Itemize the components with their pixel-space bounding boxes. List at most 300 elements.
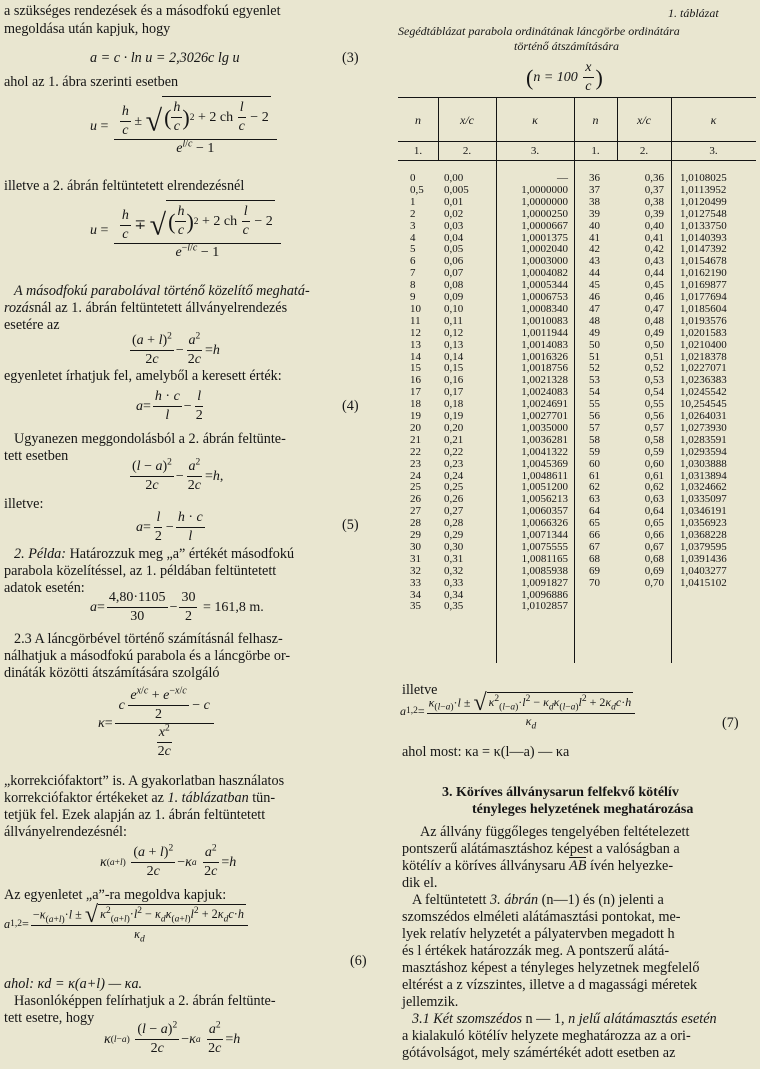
table-cell-kappa: 1,0008340 — [521, 302, 568, 315]
paragraph-line — [402, 859, 673, 873]
table-cell-kappa: 1,0193576 — [680, 314, 727, 327]
table-cell-n: 2 — [410, 207, 416, 220]
equation-7: a 1,2 = $\frac{\kappa_{(l-a)}\cdot l \pm √ \kappa^2_{(l-a)}\cdot l^2 - \kappa_d\kappa_{(l-a)}l^2 + 2\kappa_dc\cdot h}{\kappa_d}$ — [400, 694, 637, 729]
condition-text: n = 100 — [533, 69, 578, 85]
table-cell-kappa: 1,0085938 — [521, 564, 568, 577]
table-cell-xc: 0,00 — [444, 172, 464, 184]
table-cell-kappa: 1,0324662 — [680, 481, 727, 494]
table-cell-kappa: 1,0415102 — [680, 576, 727, 589]
table-cell-n: 62 — [589, 481, 600, 494]
table-cell-n: 24 — [410, 469, 421, 482]
table-cell-n: 43 — [589, 255, 600, 268]
table-cell-xc: 0,30 — [444, 540, 464, 553]
table-cell-xc: 0,45 — [644, 279, 664, 292]
table-cell-xc: 0,09 — [444, 291, 464, 303]
table-cell-kappa: 1,0024691 — [521, 398, 568, 411]
table-cell-kappa: 1,0006753 — [521, 291, 568, 303]
table-cell-kappa: 1,0356923 — [680, 517, 727, 530]
table-cell-n: 39 — [589, 207, 600, 220]
table-cell-n: 29 — [410, 529, 421, 541]
table-cell-n: 64 — [589, 505, 600, 518]
paragraph-line — [412, 1012, 717, 1026]
table-cell-xc: 0,04 — [444, 231, 464, 244]
paragraph-line — [14, 547, 294, 561]
table-cell-kappa: 1,0154678 — [680, 255, 727, 268]
paragraph-line: pontszerű alátámasztáshoz képest a valóságban a — [402, 841, 680, 857]
table-cell-n: 40 — [589, 219, 600, 232]
table-cell-kappa: 1,0127548 — [680, 207, 727, 220]
table-cell-xc: 0,26 — [444, 493, 464, 506]
table-cell-kappa: 1,0335097 — [680, 493, 727, 506]
table-cell-xc: 0,48 — [644, 314, 664, 327]
column-number: 2. — [462, 145, 472, 157]
table-cell-xc: 0,29 — [444, 529, 464, 541]
equation-number: (4) — [342, 398, 359, 414]
table-cell-kappa: 1,0108025 — [680, 172, 727, 184]
table-cell-n: 10 — [410, 302, 421, 315]
table-cell-kappa: 1,0035000 — [521, 421, 568, 434]
table-cell-xc: 0,58 — [644, 433, 664, 446]
paragraph-line: ahol most: κa = κ(l—a) — κa — [402, 744, 570, 760]
table-cell-kappa: 1,0147392 — [680, 243, 727, 256]
example-result: = 161,8 m. — [202, 599, 264, 615]
table-cell-xc: 0,10 — [444, 302, 464, 315]
table-cell-xc: 0,22 — [444, 445, 464, 458]
table-cell-kappa: 1,0081165 — [521, 552, 568, 565]
table-cell-xc: 0,43 — [644, 255, 664, 268]
table-cell-kappa: 1,0210400 — [680, 338, 727, 351]
table-cell-kappa: 1,0000000 — [521, 183, 568, 196]
table-cell-kappa: 1,0051200 — [521, 481, 568, 494]
table-cell-xc: 0,12 — [444, 326, 464, 339]
paragraph-line: tett esetre, hogy — [4, 1010, 95, 1026]
table-cell-xc: 0,69 — [644, 564, 664, 577]
example-numerator: 4,80·1105 — [107, 590, 168, 608]
table-rule — [398, 97, 756, 98]
table-cell-xc: 0,01 — [444, 195, 464, 208]
table-cell-xc: 0,50 — [644, 338, 664, 351]
table-cell-n: 27 — [410, 505, 421, 518]
table-rule — [496, 97, 497, 663]
table-title: történő átszámítására — [514, 39, 620, 53]
column-header: n — [415, 113, 421, 127]
table-cell-n: 19 — [410, 410, 421, 422]
table-cell-kappa: 1,0048611 — [521, 469, 568, 482]
table-cell-xc: 0,13 — [444, 338, 464, 351]
table-cell-n: 11 — [410, 314, 421, 327]
paragraph-line: szomszédos elméleti alátámasztási pontokat, me- — [402, 909, 681, 925]
table-cell-xc: 0,005 — [444, 183, 469, 196]
table-cell-kappa: 1,0002040 — [521, 243, 568, 256]
paragraph-line: Az egyenletet „a”-ra megoldva kapjuk: — [4, 887, 227, 903]
table-cell-n: 54 — [589, 386, 600, 399]
table-cell-xc: 0,35 — [444, 600, 464, 613]
table-cell-xc: 0,19 — [444, 410, 464, 422]
table-cell-n: 12 — [410, 326, 421, 339]
table-cell-xc: 0,47 — [644, 302, 664, 315]
paragraph-line: illetve: — [4, 496, 44, 512]
table-cell-kappa: 1,0313894 — [680, 469, 727, 482]
table-cell-n: 23 — [410, 457, 421, 470]
paragraph-line: Az állvány függőleges tengelyében feltételezett — [420, 824, 690, 840]
table-cell-kappa: 1,0293594 — [680, 445, 727, 458]
table-cell-kappa: 1,0283591 — [680, 433, 727, 446]
paragraph-line: tett esetben — [4, 448, 69, 464]
paragraph-line — [4, 791, 275, 805]
table-cell-xc: 0,25 — [444, 481, 464, 494]
equation-u-1: u = $\frac{h}{c}$ ± √ ( $\frac{h}{c}$ ) 2 + 2 ch $\frac{l}{c}$ − 2 $e^{l/c} - 1$ — [90, 96, 279, 157]
table-cell-kappa: 1,0056213 — [521, 493, 568, 506]
table-cell-xc: 0,68 — [644, 552, 664, 565]
table-cell-n: 0 — [410, 172, 416, 184]
paragraph-line: esetére az — [4, 317, 60, 333]
table-cell-xc: 0,53 — [644, 374, 664, 387]
paragraph-line: Hasonlóképpen felírhatjuk a 2. ábrán feltünte- — [14, 993, 276, 1009]
table-cell-xc: 0,14 — [444, 350, 464, 363]
table-cell-xc: 0,32 — [444, 564, 464, 577]
table-cell-n: 28 — [410, 517, 421, 530]
paragraph-line: jellemzik. — [402, 994, 459, 1010]
table-cell-n: 32 — [410, 564, 421, 577]
equation-number: (5) — [342, 517, 359, 533]
table-cell-n: 13 — [410, 338, 421, 351]
table-cell-kappa: 1,0120499 — [680, 195, 727, 208]
table-cell-n: 30 — [410, 540, 421, 553]
column-number: 3. — [530, 145, 540, 157]
table-cell-xc: 0,07 — [444, 267, 464, 280]
table-number: 1. táblázat — [668, 6, 719, 20]
paragraph-line — [412, 893, 664, 907]
table-cell-n: 15 — [410, 362, 421, 375]
table-cell-kappa: 1,0060357 — [521, 505, 568, 518]
table-cell-xc: 0,11 — [444, 314, 463, 327]
table-title: Segédtáblázat parabola ordinátának láncgörbe ordinátára — [398, 24, 680, 38]
column-header: x/c — [460, 113, 474, 127]
table-cell-xc: 0,15 — [444, 362, 464, 375]
table-cell-n: 34 — [410, 588, 421, 601]
paragraph-text: tün- — [248, 790, 276, 806]
table-cell-xc: 0,54 — [644, 386, 664, 399]
table-cell-kappa: 1,0010083 — [521, 314, 568, 327]
paragraph-line: illetve a 2. ábrán feltüntetett elrendezésnél — [4, 178, 245, 194]
table-cell-kappa: 1,0346191 — [680, 505, 727, 518]
table-cell-xc: 0,56 — [644, 410, 664, 422]
table-cell-kappa: 1,0045369 — [521, 457, 568, 470]
table-rule — [574, 97, 575, 663]
table-cell-xc: 0,57 — [644, 421, 664, 434]
table-cell-xc: 0,08 — [444, 279, 464, 292]
table-condition: ( n = 100 $\frac{x}{c}$ ) — [526, 60, 603, 95]
table-cell-n: 22 — [410, 445, 421, 458]
table-cell-n: 56 — [589, 410, 600, 422]
paragraph-line: ahol: κd = κ(a+l) — κa. — [4, 976, 143, 992]
table-cell-n: 25 — [410, 481, 421, 494]
table-cell-n: 52 — [589, 362, 600, 375]
table-cell-n: 26 — [410, 493, 421, 506]
paragraph-line: ahol az 1. ábra szerinti esetben — [4, 74, 179, 90]
paragraph-text: 3.1 Két szomszédos — [412, 1011, 522, 1027]
table-cell-kappa: 1,0011944 — [521, 326, 568, 339]
table-cell-kappa: 1,0014083 — [521, 338, 568, 351]
equation-parabola-2: $\frac{(l - a)^2}{2c}$ − $\frac{a^2}{2c}$ = h , — [132, 457, 224, 494]
column-number: 1. — [591, 145, 600, 157]
table-cell-xc: 0,60 — [644, 457, 664, 470]
paragraph-text: ívén helyezke- — [586, 858, 674, 874]
table-cell-kappa: 1,0140393 — [680, 231, 727, 244]
table-cell-n: 17 — [410, 386, 421, 399]
arc-label: AB — [569, 858, 587, 874]
table-cell-xc: 0,62 — [644, 481, 664, 494]
table-cell-kappa: 1,0403277 — [680, 564, 727, 577]
table-cell-n: 53 — [589, 374, 600, 387]
table-cell-n: 67 — [589, 540, 600, 553]
equation-number: (6) — [350, 953, 367, 969]
table-cell-n: 61 — [589, 469, 600, 482]
table-cell-n: 4 — [410, 231, 416, 244]
equation-number: (7) — [722, 715, 739, 731]
table-cell-kappa: 1,0096886 — [521, 588, 568, 601]
paragraph-text: Határozzuk meg „a” értékét másodfokú — [66, 546, 295, 562]
column-number: 1. — [413, 145, 423, 157]
table-cell-kappa: 1,0236383 — [680, 374, 727, 387]
table-cell-kappa: 1,0303888 — [680, 457, 727, 470]
table-cell-kappa: 1,0379595 — [680, 540, 727, 553]
table-rule — [398, 141, 756, 142]
table-cell-n: 36 — [589, 172, 600, 184]
paragraph-text: kötélív a köríves állványsaru — [402, 858, 570, 874]
section-heading: 3. Köríves állványsarun felfekvő kötélív — [442, 785, 679, 800]
table-cell-n: 33 — [410, 576, 421, 589]
table-cell-xc: 0,31 — [444, 552, 464, 565]
paragraph-line: Ugyanezen meggondolásból a 2. ábrán feltünte- — [14, 431, 286, 447]
paragraph-line: lyek relatív helyzetét a pályatervben megadott h — [402, 926, 675, 942]
table-cell-kappa: 1,0162190 — [680, 267, 727, 280]
table-cell-n: 41 — [589, 231, 600, 244]
table-cell-xc: 0,70 — [644, 576, 664, 589]
paragraph-line: tetjük fel. Ezek alapján az 1. ábrán feltüntetett — [4, 807, 266, 823]
table-cell-kappa: 1,0185604 — [680, 302, 727, 315]
table-cell-n: 65 — [589, 517, 600, 530]
table-cell-n: 37 — [589, 183, 600, 196]
equation-6: a 1,2 = $\frac{-\kappa_{(a+l)}\cdot l \pm √ \kappa^2_{(a+l)}\cdot l^2 - \kappa_d\kappa_{(a+l)}l^2 + 2\kappa_dc\cdot h}{\kappa_d}$ — [4, 906, 250, 941]
table-cell-xc: 0,36 — [644, 172, 664, 184]
table-cell-xc: 0,67 — [644, 540, 664, 553]
table-cell-xc: 0,33 — [444, 576, 464, 589]
table-cell-xc: 0,16 — [444, 374, 464, 387]
table-cell-xc: 0,40 — [644, 219, 664, 232]
paragraph-line: parabola közelítéssel, az 1. példában feltüntetett — [4, 563, 277, 579]
table-cell-xc: 0,63 — [644, 493, 664, 506]
table-cell-kappa: 1,0391436 — [680, 552, 727, 565]
table-cell-kappa: 10,254545 — [680, 398, 727, 411]
table-cell-kappa: 1,0177694 — [680, 291, 727, 303]
table-cell-kappa: 1,0368228 — [680, 529, 727, 541]
table-cell-xc: 0,23 — [444, 457, 464, 470]
table-cell-n: 18 — [410, 398, 421, 411]
table-cell-kappa: 1,0264031 — [680, 410, 727, 422]
table-cell-n: 31 — [410, 552, 421, 565]
table-cell-n: 51 — [589, 350, 600, 363]
table-cell-xc: 0,18 — [444, 398, 464, 411]
table-cell-kappa: — — [557, 172, 568, 184]
table-cell-n: 14 — [410, 350, 421, 363]
table-cell-kappa: 1,0201583 — [680, 326, 727, 339]
table-rule — [671, 97, 672, 663]
table-cell-xc: 0,49 — [644, 326, 664, 339]
paragraph-line: nálhatjuk a másodfokú parabola és a láncgörbe or- — [4, 648, 291, 664]
paragraph-line: a kialakuló kötélív helyzete meghatározza az a ori- — [402, 1028, 691, 1044]
table-cell-n: 44 — [589, 267, 600, 280]
table-cell-n: 1 — [410, 195, 416, 208]
table-cell-xc: 0,37 — [644, 183, 664, 196]
paragraph-line: A másodfokú parabolával történő közelítő meghatá- — [14, 283, 310, 299]
column-header: κ — [710, 113, 717, 127]
table-cell-n: 48 — [589, 314, 600, 327]
table-cell-n: 57 — [589, 421, 600, 434]
table-cell-kappa: 1,0024083 — [521, 386, 568, 399]
equation-4: a = $\frac{h \cdot c}{l}$ − $\frac{l}{2}$ — [136, 389, 203, 424]
table-cell-kappa: 1,0091827 — [521, 576, 568, 589]
column-number: 3. — [709, 145, 718, 157]
equation-3: a = c · ln u = 2,3026c lg u — [90, 50, 240, 66]
table-cell-xc: 0,59 — [644, 445, 664, 458]
table-cell-kappa: 1,0036281 — [521, 433, 568, 446]
paragraph-text: (n—1) és (n) jelenti a — [538, 892, 664, 908]
paragraph-text: n — 1, — [521, 1011, 569, 1027]
table-cell-kappa: 1,0018756 — [521, 362, 568, 375]
table-cell-xc: 0,27 — [444, 505, 464, 518]
table-cell-xc: 0,65 — [644, 517, 664, 530]
equation-5: a = $\frac{l}{2}$ − $\frac{h \cdot c}{l}$ — [136, 510, 203, 545]
equation-kappa-l: κ (l−a) $\frac{(l - a)^2}{2c}$ − κ a $\frac{a^2}{2c}$ = h — [104, 1020, 241, 1057]
table-cell-xc: 0,46 — [644, 291, 664, 303]
table-cell-n: 6 — [410, 255, 416, 268]
table-cell-kappa: 1,0041322 — [521, 445, 568, 458]
table-cell-kappa: 1,0169877 — [680, 279, 727, 292]
figure-reference: 3. ábrán — [490, 892, 539, 908]
table-cell-xc: 0,52 — [644, 362, 664, 375]
table-cell-n: 8 — [410, 279, 416, 292]
table-cell-xc: 0,41 — [644, 231, 664, 244]
paragraph-line: és l értékek határozzák meg. A pontszerű alátá- — [402, 943, 670, 959]
table-cell-xc: 0,28 — [444, 517, 464, 530]
table-cell-n: 42 — [589, 243, 600, 256]
table-cell-xc: 0,24 — [444, 469, 464, 482]
equation-kappa: κ = c $\frac{e^{x/c} + e^{-x/c}}{2}$ − c $\frac{x^2}{2c}$ — [98, 688, 216, 760]
equation-kappa-a: κ (a+l) $\frac{(a + l)^2}{2c}$ − κ a $\frac{a^2}{2c}$ = h — [100, 843, 237, 880]
table-cell-kappa: 1,0066326 — [521, 517, 568, 530]
table-cell-xc: 0,64 — [644, 505, 664, 518]
example-numerator: 30 — [179, 590, 197, 608]
table-cell-xc: 0,17 — [444, 386, 464, 399]
table-cell-n: 49 — [589, 326, 600, 339]
table-cell-xc: 0,06 — [444, 255, 464, 268]
table-cell-kappa: 1,0102857 — [521, 600, 568, 613]
table-cell-kappa: 1,0000667 — [521, 219, 568, 232]
table-cell-xc: 0,61 — [644, 469, 664, 482]
table-cell-n: 69 — [589, 564, 600, 577]
table-cell-xc: 0,20 — [444, 421, 464, 434]
table-cell-n: 35 — [410, 600, 421, 613]
table-cell-kappa: 1,0071344 — [521, 529, 568, 541]
table-cell-kappa: 1,0003000 — [521, 255, 568, 268]
example-label: 2. Példa: — [14, 546, 67, 562]
paragraph-line: 2.3 A láncgörbével történő számításnál felhasz- — [14, 631, 283, 647]
paragraph-line: masztáshoz képest a tényleges helyzetnek megfelelő — [402, 960, 700, 976]
paragraph-line: a szükséges rendezések és a másodfokú egyenlet — [4, 3, 281, 19]
paragraph-line: megoldása után kapjuk, hogy — [4, 21, 171, 37]
table-cell-n: 38 — [589, 195, 600, 208]
table-cell-xc: 0,21 — [444, 433, 464, 446]
table-cell-xc: 0,03 — [444, 219, 464, 232]
table-cell-kappa: 1,0016326 — [521, 350, 568, 363]
paragraph-line: „korrekciófaktort” is. A gyakorlatban használatos — [4, 773, 285, 789]
paragraph-text: A feltüntetett — [412, 892, 491, 908]
table-cell-n: 16 — [410, 374, 421, 387]
table-cell-n: 5 — [410, 243, 416, 256]
example-denominator: 30 — [130, 609, 145, 625]
table-cell-kappa: 1,0075555 — [521, 540, 568, 553]
table-cell-n: 70 — [589, 576, 600, 589]
paragraph-line: rozásnál az 1. ábrán feltüntetett állványelrendezés — [4, 300, 288, 316]
table-cell-n: 20 — [410, 421, 421, 434]
table-cell-kappa: 1,0227071 — [680, 362, 727, 375]
table-cell-n: 0,5 — [410, 183, 424, 196]
table-cell-xc: 0,02 — [444, 207, 464, 220]
column-header: x/c — [637, 113, 651, 127]
table-cell-kappa: 1,0273930 — [680, 421, 727, 434]
column-header: κ — [532, 113, 538, 127]
table-cell-xc: 0,66 — [644, 529, 664, 541]
table-cell-kappa: 1,0245542 — [680, 386, 727, 399]
table-rule — [398, 160, 756, 161]
table-cell-n: 47 — [589, 302, 600, 315]
table-cell-n: 63 — [589, 493, 600, 506]
table-cell-kappa: 1,0004082 — [521, 267, 568, 280]
table-cell-n: 60 — [589, 457, 600, 470]
table-cell-kappa: 1,0000250 — [521, 207, 568, 220]
table-cell-n: 55 — [589, 398, 600, 411]
table-cell-xc: 0,39 — [644, 207, 664, 220]
paragraph-line: eltérést a z vízszintes, illetve a d magassági méretek — [402, 977, 698, 993]
table-cell-kappa: 1,0218378 — [680, 350, 727, 363]
paragraph-line: gótávolságot, mely számértékét adott esetben az — [402, 1045, 676, 1061]
paragraph-line: dináták közötti átszámítására szolgáló — [4, 665, 220, 681]
equation-u-2: u = $\frac{h}{c}$ ∓ √ ( $\frac{h}{c}$ ) 2 + 2 ch $\frac{l}{c}$ − 2 $e^{-l/c} - 1$ — [90, 200, 283, 261]
paragraph-text: n jelű alátámasztás esetén — [568, 1011, 717, 1027]
paragraph-line: állványelrendezésnél: — [4, 824, 127, 840]
paragraph-text: korrekciófaktor értékeket az — [4, 790, 168, 806]
table-cell-kappa: 1,0113952 — [680, 183, 727, 196]
table-cell-kappa: 1,0000000 — [521, 195, 568, 208]
table-cell-n: 58 — [589, 433, 600, 446]
equation-number: (3) — [342, 50, 359, 66]
column-number: 2. — [639, 145, 649, 157]
table-cell-kappa: 1,0005344 — [521, 279, 568, 292]
paragraph-line: dik el. — [402, 875, 438, 891]
table-cell-n: 59 — [589, 445, 600, 458]
paragraph-line: egyenletet írhatjuk fel, amelyből a keresett érték: — [4, 368, 282, 384]
table-cell-xc: 0,42 — [644, 243, 664, 256]
column-header: n — [592, 113, 599, 127]
table-cell-xc: 0,38 — [644, 195, 664, 208]
paragraph-line: illetve — [402, 682, 438, 698]
equation-parabola: $\frac{(a + l)^2}{2c}$ − $\frac{a^2}{2c}$ = h — [132, 331, 220, 368]
table-cell-xc: 0,44 — [644, 267, 664, 280]
table-cell-kappa: 1,0021328 — [521, 374, 568, 387]
table-cell-n: 21 — [410, 433, 421, 446]
table-cell-xc: 0,34 — [444, 588, 464, 601]
